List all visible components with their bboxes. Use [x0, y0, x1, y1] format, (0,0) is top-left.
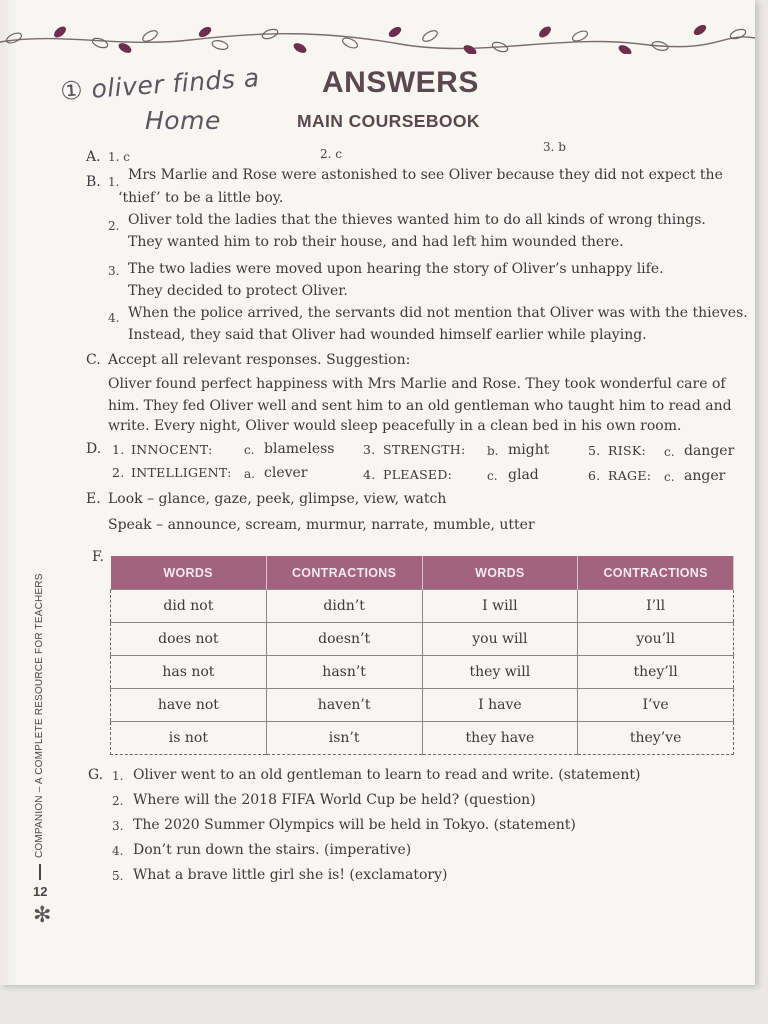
section-c-line2: him. They fed Oliver well and sent him to an old gentleman who taught him to read and	[108, 398, 732, 414]
section-d-letter-5: c.	[664, 445, 675, 459]
table-cell: I will	[422, 590, 578, 623]
section-d-num-6: 6.	[588, 468, 601, 483]
section-g-num-4: 4.	[112, 844, 124, 858]
section-d-answer-2: clever	[264, 465, 308, 481]
section-g-item-2: Where will the 2018 FIFA World Cup be held? (question)	[133, 792, 536, 808]
table-row	[111, 689, 734, 722]
table-header-contractions-2: CONTRACTIONS	[578, 556, 734, 590]
section-a-answer-2: 2. c	[320, 147, 342, 161]
table-header-row	[111, 556, 734, 590]
table-row	[111, 623, 734, 656]
section-d-word-6: RAGE:	[608, 468, 652, 483]
section-c-line1: Oliver found perfect happiness with Mrs Marlie and Rose. They took wonderful care of	[108, 376, 726, 392]
section-d-answer-4: glad	[508, 467, 539, 483]
side-running-title: COMPANION – A COMPLETE RESOURCE FOR TEACHERS	[34, 573, 45, 858]
section-d-num-3: 3.	[363, 442, 376, 457]
section-c-intro: Accept all relevant responses. Suggestion:	[108, 352, 411, 368]
table-cell: didn’t	[266, 590, 422, 623]
table-cell: they’ll	[578, 656, 734, 689]
section-g-item-3: The 2020 Summer Olympics will be held in Tokyo. (statement)	[133, 817, 576, 833]
section-g-num-2: 2.	[112, 794, 124, 808]
handwritten-note-line2: Home	[145, 106, 221, 135]
section-g-item-4: Don’t run down the stairs. (imperative)	[133, 842, 412, 858]
section-b-num-2: 2.	[108, 219, 120, 233]
section-c-line3: write. Every night, Oliver would sleep peacefully in a clean bed in his own room.	[108, 418, 682, 434]
section-d-num-1: 1.	[112, 442, 125, 457]
table-header-contractions-1: CONTRACTIONS	[266, 556, 422, 590]
section-d-word-5: RISK:	[608, 443, 646, 458]
table-cell: they’ve	[578, 722, 734, 755]
section-b-2-line2: They wanted him to rob their house, and had left him wounded there.	[128, 234, 624, 250]
page-title: ANSWERS	[322, 66, 479, 99]
table-header-words-2: WORDS	[422, 556, 578, 590]
decorative-vine-border	[0, 14, 755, 54]
page-shadow	[0, 0, 18, 985]
section-a-answer-3: 3. b	[543, 140, 566, 154]
section-c-label: C.	[86, 352, 101, 368]
section-b-2-line1: Oliver told the ladies that the thieves wanted him to do all kinds of wrong things.	[128, 212, 706, 228]
section-b-3-line1: The two ladies were moved upon hearing the story of Oliver’s unhappy life.	[128, 261, 664, 277]
section-g-num-5: 5.	[112, 869, 124, 883]
section-d-num-4: 4.	[363, 467, 376, 482]
section-d-num-5: 5.	[588, 443, 601, 458]
table-cell: doesn’t	[266, 623, 422, 656]
section-b-num-1: 1.	[108, 175, 120, 189]
section-d-letter-2: a.	[244, 467, 255, 481]
section-g-num-3: 3.	[112, 819, 124, 833]
section-e-label: E.	[86, 491, 101, 507]
table-row	[111, 590, 734, 623]
table-cell: has not	[111, 656, 267, 689]
handwritten-note-line1: ① oliver finds a	[59, 63, 261, 106]
section-d-num-2: 2.	[112, 465, 125, 480]
table-row	[111, 656, 734, 689]
section-d-letter-1: c.	[244, 443, 255, 457]
section-d-letter-3: b.	[487, 444, 499, 458]
section-g-item-1: Oliver went to an old gentleman to learn to read and write. (statement)	[133, 767, 641, 783]
section-b-num-3: 3.	[108, 264, 120, 278]
table-header-words-1: WORDS	[111, 556, 267, 590]
section-g-item-5: What a brave little girl she is! (exclamatory)	[133, 867, 448, 883]
section-d-answer-1: blameless	[264, 441, 335, 457]
table-cell: does not	[111, 623, 267, 656]
table-cell: I have	[422, 689, 578, 722]
section-e-look: Look – glance, gaze, peek, glimpse, view, watch	[108, 491, 447, 507]
page-number: 12	[33, 884, 48, 899]
table-cell: they will	[422, 656, 578, 689]
section-a-label: A.	[86, 149, 101, 165]
table-cell: they have	[422, 722, 578, 755]
section-d-answer-5: danger	[684, 443, 735, 459]
section-b-4-line2: Instead, they said that Oliver had wounded himself earlier while playing.	[128, 327, 647, 343]
section-d-answer-6: anger	[684, 468, 726, 484]
table-cell: you’ll	[578, 623, 734, 656]
section-b-4-line1: When the police arrived, the servants did not mention that Oliver was with the thieves.	[128, 305, 748, 321]
section-d-word-2: INTELLIGENT:	[131, 465, 232, 480]
section-a-answer-1: 1. c	[108, 150, 130, 164]
section-d-word-3: STRENGTH:	[383, 442, 466, 457]
section-b-1-line1: Mrs Marlie and Rose were astonished to see Oliver because they did not expect the	[128, 167, 723, 183]
section-e-speak: Speak – announce, scream, murmur, narrate, mumble, utter	[108, 517, 535, 533]
table-cell: hasn’t	[266, 656, 422, 689]
page-number-bar	[39, 864, 41, 880]
section-b-3-line2: They decided to protect Oliver.	[128, 283, 348, 299]
section-b-num-4: 4.	[108, 311, 120, 325]
table-cell: is not	[111, 722, 267, 755]
section-f-label: F.	[92, 549, 104, 565]
table-cell: have not	[111, 689, 267, 722]
table-cell: I’ll	[578, 590, 734, 623]
section-d-letter-4: c.	[487, 469, 498, 483]
section-g-num-1: 1.	[112, 769, 124, 783]
table-row	[111, 722, 734, 755]
section-d-label: D.	[86, 441, 102, 457]
section-b-label: B.	[86, 174, 101, 190]
table-cell: isn’t	[266, 722, 422, 755]
section-d-word-1: INNOCENT:	[131, 442, 213, 457]
contractions-table	[110, 556, 734, 755]
table-cell: did not	[111, 590, 267, 623]
section-g-label: G.	[88, 767, 104, 783]
page-subtitle: MAIN COURSEBOOK	[297, 111, 480, 131]
section-d-letter-6: c.	[664, 470, 675, 484]
table-cell: haven’t	[266, 689, 422, 722]
section-d-word-4: PLEASED:	[383, 467, 453, 482]
section-b-1-line2: ‘thief’ to be a little boy.	[118, 190, 284, 206]
table-cell: I’ve	[578, 689, 734, 722]
table-cell: you will	[422, 623, 578, 656]
flower-ornament-icon: ✻	[33, 903, 52, 928]
section-d-answer-3: might	[508, 442, 550, 458]
